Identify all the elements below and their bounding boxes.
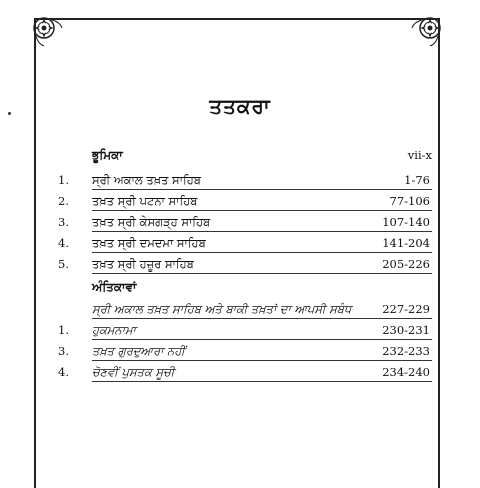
- toc-pages: 230-231: [382, 323, 430, 337]
- divider: [92, 381, 432, 382]
- page-title: ਤਤਕਰਾ: [209, 94, 271, 118]
- divider: [92, 360, 432, 361]
- toc-number: 4.: [58, 365, 69, 379]
- toc-pages: 77-106: [389, 194, 430, 208]
- toc-number: 1.: [58, 173, 69, 187]
- divider: [92, 210, 432, 211]
- toc-number: 2.: [58, 194, 69, 208]
- ornament-corner-icon: [32, 16, 66, 50]
- divider: [92, 231, 432, 232]
- section-heading-pages: vii-x: [407, 148, 432, 162]
- toc-label: ਤਖ਼ਤ ਸ੍ਰੀ ਪਟਨਾ ਸਾਹਿਬ: [92, 194, 198, 208]
- toc-number: 1.: [58, 323, 69, 337]
- section-heading: ਭੂਮਿਕਾ: [92, 148, 123, 162]
- toc-label: ਤਖ਼ਤ ਸ੍ਰੀ ਕੇਸਗੜ੍ਹ ਸਾਹਿਬ: [92, 215, 211, 229]
- toc-label: ਚੋਣਵੀਂ ਪੁਸਤਕ ਸੂਚੀ: [92, 365, 175, 379]
- toc-label: ਸ੍ਰੀ ਅਕਾਲ ਤਖ਼ਤ ਸਾਹਿਬ: [92, 173, 201, 187]
- divider: [92, 273, 432, 274]
- toc-label: ਤਖ਼ਤ ਸ੍ਰੀ ਹਜ਼ੂਰ ਸਾਹਿਬ: [92, 257, 194, 271]
- toc-pages: 232-233: [382, 344, 430, 358]
- toc-pages: 205-226: [382, 257, 430, 271]
- toc-number: 3.: [58, 344, 69, 358]
- toc-label: ਹੁਕਮਨਾਮਾ: [92, 323, 136, 337]
- toc-number: 3.: [58, 215, 69, 229]
- divider: [92, 318, 432, 319]
- ornament-corner-icon: [408, 16, 442, 50]
- toc-number: 4.: [58, 236, 69, 250]
- divider: [92, 189, 432, 190]
- toc-pages: 1-76: [404, 173, 430, 187]
- divider: [92, 252, 432, 253]
- toc-label: ਤਖ਼ਤ ਗੁਰਦੁਆਰਾ ਨਹੀਂ: [92, 344, 185, 358]
- divider: [92, 339, 432, 340]
- toc-pages: 227-229: [382, 302, 430, 316]
- toc-label: ਤਖ਼ਤ ਸ੍ਰੀ ਦਮਦਮਾ ਸਾਹਿਬ: [92, 236, 206, 250]
- toc-label: ਸ੍ਰੀ ਅਕਾਲ ਤਖ਼ਤ ਸਾਹਿਬ ਅਤੇ ਬਾਕੀ ਤਖ਼ਤਾਂ ਦਾ ਆਪਸੀ ਸਬੰਧ: [92, 302, 352, 316]
- toc-number: 5.: [58, 257, 69, 271]
- toc-pages: 107-140: [382, 215, 430, 229]
- toc-pages: 234-240: [382, 365, 430, 379]
- section-heading: ਅੰਤਿਕਾਵਾਂ: [92, 280, 137, 294]
- toc-pages: 141-204: [382, 236, 430, 250]
